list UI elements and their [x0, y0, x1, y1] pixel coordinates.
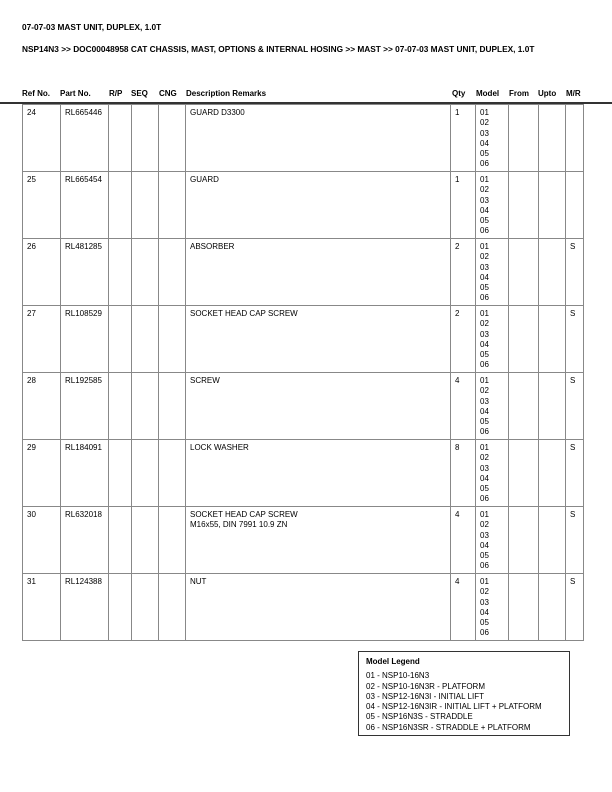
model-code: 04 [480, 138, 489, 148]
model-code: 02 [480, 520, 489, 530]
description-line: LOCK WASHER [190, 443, 249, 452]
upto-cell [539, 373, 566, 440]
part-no: RL665446 [61, 105, 109, 172]
seq-cell [132, 440, 159, 507]
model-code: 03 [480, 396, 489, 406]
cng-cell [159, 507, 186, 574]
models [476, 239, 509, 306]
table-row [23, 373, 584, 440]
model-legend [358, 651, 570, 736]
from-cell [509, 172, 539, 239]
upto-cell [539, 574, 566, 641]
description [186, 306, 451, 373]
mr-cell: S [566, 440, 584, 507]
description-line: ABSORBER [190, 242, 235, 251]
ref-no: 25 [23, 172, 61, 239]
qty: 4 [451, 574, 476, 641]
table-row [23, 172, 584, 239]
description-line: GUARD [190, 175, 219, 184]
model-code: 01 [480, 577, 489, 586]
column-header: Model [476, 89, 500, 98]
qty: 1 [451, 172, 476, 239]
from-cell [509, 239, 539, 306]
qty: 4 [451, 507, 476, 574]
qty: 2 [451, 239, 476, 306]
model-code: 03 [480, 530, 489, 540]
table-row [23, 507, 584, 574]
model-code: 06 [480, 159, 489, 169]
parts-table [22, 104, 584, 641]
part-no: RL184091 [61, 440, 109, 507]
table-row [23, 105, 584, 172]
model-code: 03 [480, 262, 489, 272]
column-header: Qty [452, 89, 466, 98]
mr-cell: S [566, 373, 584, 440]
upto-cell [539, 239, 566, 306]
mr-cell [566, 172, 584, 239]
model-code: 06 [480, 628, 489, 638]
model-code: 06 [480, 494, 489, 504]
mr-cell: S [566, 574, 584, 641]
column-header: Upto [538, 89, 557, 98]
part-no: RL632018 [61, 507, 109, 574]
rp-cell [109, 172, 132, 239]
model-code: 01 [480, 242, 489, 251]
rp-cell [109, 440, 132, 507]
upto-cell [539, 507, 566, 574]
models [476, 105, 509, 172]
upto-cell [539, 105, 566, 172]
legend-item: 04 - NSP12-16N3IR - INITIAL LIFT + PLATFORM [366, 702, 542, 712]
part-no: RL481285 [61, 239, 109, 306]
legend-title: Model Legend [366, 657, 420, 666]
models [476, 373, 509, 440]
model-code: 01 [480, 309, 489, 318]
model-code: 01 [480, 510, 489, 519]
part-no: RL665454 [61, 172, 109, 239]
model-code: 04 [480, 272, 489, 282]
model-code: 03 [480, 128, 489, 138]
ref-no: 24 [23, 105, 61, 172]
column-header: From [509, 89, 529, 98]
table-row [23, 574, 584, 641]
model-code: 05 [480, 283, 489, 293]
column-header: M/R [566, 89, 581, 98]
cng-cell [159, 574, 186, 641]
model-code: 04 [480, 205, 489, 215]
seq-cell [132, 507, 159, 574]
model-code: 02 [480, 319, 489, 329]
ref-no: 31 [23, 574, 61, 641]
upto-cell [539, 306, 566, 373]
description [186, 239, 451, 306]
rp-cell [109, 507, 132, 574]
model-code: 02 [480, 252, 489, 262]
legend-item: 05 - NSP16N3S - STRADDLE [366, 712, 473, 722]
seq-cell [132, 373, 159, 440]
upto-cell [539, 440, 566, 507]
model-code: 02 [480, 185, 489, 195]
model-code: 04 [480, 607, 489, 617]
seq-cell [132, 306, 159, 373]
mr-cell: S [566, 239, 584, 306]
model-code: 02 [480, 453, 489, 463]
mr-cell: S [566, 306, 584, 373]
models [476, 507, 509, 574]
column-header: Part No. [60, 89, 91, 98]
table-row [23, 239, 584, 306]
model-code: 04 [480, 473, 489, 483]
part-no: RL124388 [61, 574, 109, 641]
model-code: 05 [480, 484, 489, 494]
model-code: 05 [480, 618, 489, 628]
column-header: SEQ [131, 89, 148, 98]
legend-item: 01 - NSP10-16N3 [366, 671, 430, 681]
model-code: 05 [480, 149, 489, 159]
description-line: M16x55, DIN 7991 10.9 ZN [190, 520, 288, 530]
models [476, 574, 509, 641]
seq-cell [132, 105, 159, 172]
qty: 1 [451, 105, 476, 172]
cng-cell [159, 440, 186, 507]
rp-cell [109, 105, 132, 172]
models [476, 172, 509, 239]
description [186, 172, 451, 239]
legend-item: 06 - NSP16N3SR - STRADDLE + PLATFORM [366, 722, 531, 732]
page-title: 07-07-03 MAST UNIT, DUPLEX, 1.0T [22, 22, 162, 32]
model-code: 01 [480, 443, 489, 452]
model-code: 02 [480, 118, 489, 128]
ref-no: 29 [23, 440, 61, 507]
model-code: 02 [480, 386, 489, 396]
description [186, 507, 451, 574]
model-code: 05 [480, 417, 489, 427]
model-code: 05 [480, 350, 489, 360]
model-code: 01 [480, 108, 489, 117]
from-cell [509, 373, 539, 440]
model-code: 06 [480, 360, 489, 370]
models [476, 440, 509, 507]
mr-cell: S [566, 507, 584, 574]
description [186, 574, 451, 641]
seq-cell [132, 172, 159, 239]
model-code: 04 [480, 540, 489, 550]
description-line: NUT [190, 577, 207, 586]
legend-item: 03 - NSP12-16N3I - INITIAL LIFT [366, 691, 484, 701]
qty: 4 [451, 373, 476, 440]
model-code: 03 [480, 195, 489, 205]
model-code: 03 [480, 463, 489, 473]
seq-cell [132, 574, 159, 641]
description [186, 373, 451, 440]
model-code: 05 [480, 216, 489, 226]
model-code: 05 [480, 551, 489, 561]
table-row [23, 440, 584, 507]
cng-cell [159, 172, 186, 239]
ref-no: 30 [23, 507, 61, 574]
cng-cell [159, 373, 186, 440]
cng-cell [159, 239, 186, 306]
part-no: RL192585 [61, 373, 109, 440]
from-cell [509, 105, 539, 172]
description-line: SOCKET HEAD CAP SCREW [190, 309, 298, 318]
ref-no: 27 [23, 306, 61, 373]
cng-cell [159, 306, 186, 373]
from-cell [509, 507, 539, 574]
model-code: 06 [480, 561, 489, 571]
model-code: 06 [480, 427, 489, 437]
description [186, 105, 451, 172]
seq-cell [132, 239, 159, 306]
column-header: Ref No. [22, 89, 50, 98]
models [476, 306, 509, 373]
column-header: CNG [159, 89, 177, 98]
model-code: 02 [480, 587, 489, 597]
rp-cell [109, 306, 132, 373]
rp-cell [109, 239, 132, 306]
model-code: 01 [480, 175, 489, 184]
model-code: 03 [480, 597, 489, 607]
mr-cell [566, 105, 584, 172]
legend-item: 02 - NSP10-16N3R - PLATFORM [366, 681, 485, 691]
model-code: 06 [480, 226, 489, 236]
part-no: RL108529 [61, 306, 109, 373]
description-line: GUARD D3300 [190, 108, 245, 117]
breadcrumb: NSP14N3 >> DOC00048958 CAT CHASSIS, MAST, OPTIONS & INTERNAL HOSING >> MAST >> 07-07-03 MAST UNIT, DUPLEX, 1.0T [22, 44, 535, 54]
model-code: 04 [480, 339, 489, 349]
description-line: SCREW [190, 376, 220, 385]
column-header: R/P [109, 89, 123, 98]
column-header: Description Remarks [186, 89, 267, 98]
from-cell [509, 574, 539, 641]
model-code: 03 [480, 329, 489, 339]
qty: 2 [451, 306, 476, 373]
qty: 8 [451, 440, 476, 507]
from-cell [509, 440, 539, 507]
rp-cell [109, 574, 132, 641]
model-code: 06 [480, 293, 489, 303]
model-code: 01 [480, 376, 489, 385]
model-code: 04 [480, 406, 489, 416]
table-row [23, 306, 584, 373]
ref-no: 26 [23, 239, 61, 306]
description [186, 440, 451, 507]
cng-cell [159, 105, 186, 172]
from-cell [509, 306, 539, 373]
ref-no: 28 [23, 373, 61, 440]
description-line: SOCKET HEAD CAP SCREW [190, 510, 298, 519]
rp-cell [109, 373, 132, 440]
upto-cell [539, 172, 566, 239]
